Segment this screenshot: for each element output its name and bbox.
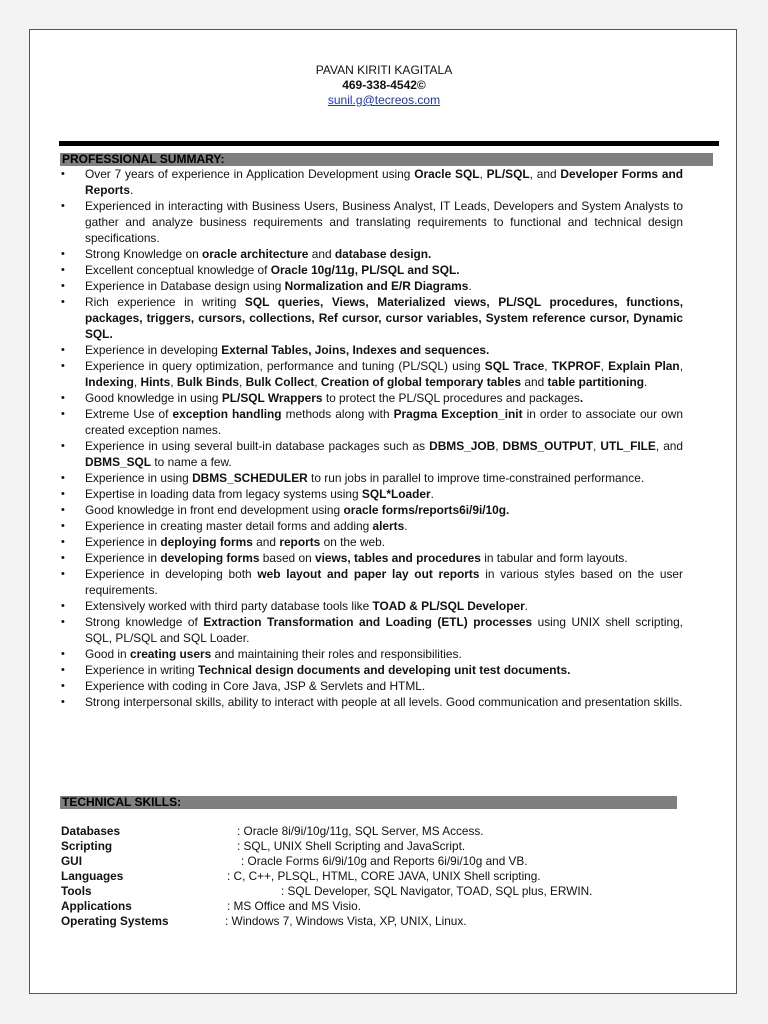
bullet-icon: • (61, 568, 65, 580)
summary-item-text: Experience in (85, 535, 161, 549)
bullet-icon: • (61, 680, 65, 692)
bullet-icon: • (61, 520, 65, 532)
summary-item-bold-text: SQL queries, Views, Materialized views, PL/SQL procedures, functions, packages, triggers, cursors, collections, Ref cursor, cursor variables, System reference cursor, Dynamic SQL. (85, 295, 683, 341)
bullet-icon: • (61, 344, 65, 356)
summary-item-text: Experience in creating master detail forms and adding (85, 519, 373, 533)
summary-item (61, 390, 683, 406)
summary-item-text: , (544, 359, 552, 373)
summary-item-text: Extensively worked with third party database tools like (85, 599, 373, 613)
summary-item-text: , (593, 439, 601, 453)
bullet-icon: • (61, 552, 65, 564)
summary-item-bold-text: Explain Plan (608, 359, 680, 373)
summary-item (61, 646, 683, 662)
summary-item-bold-text: views, tables and procedures (315, 551, 481, 565)
summary-item-text: . (404, 519, 408, 533)
summary-item-bold-text: Oracle 10g/11g, PL/SQL and SQL. (270, 263, 460, 277)
skill-label: Operating Systems (61, 914, 169, 928)
skill-row (61, 839, 681, 854)
summary-item-text: Good knowledge in using (85, 391, 222, 405)
summary-item (61, 534, 683, 550)
summary-item (61, 678, 683, 694)
skill-value: : MS Office and MS Visio. (227, 899, 361, 913)
professional-summary-list (61, 166, 684, 710)
summary-item-text: Experience in Database design using (85, 279, 285, 293)
skill-label: Languages (61, 869, 124, 883)
summary-item-text: and (252, 535, 280, 549)
bullet-icon: • (61, 408, 65, 420)
summary-item-text: Experience in using (85, 471, 193, 485)
skill-value: : Windows 7, Windows Vista, XP, UNIX, Linux. (225, 914, 467, 928)
summary-item-text: Experience in (85, 551, 161, 565)
summary-item-text: to protect the PL/SQL procedures and packages (322, 391, 580, 405)
summary-item-text: on the web. (320, 535, 386, 549)
skill-row (61, 869, 681, 884)
summary-item-text: and (521, 375, 548, 389)
summary-item-bold-text: oracle forms/reports6i/9i/10g. (343, 503, 510, 517)
bullet-icon: • (61, 200, 65, 212)
summary-item-text: , (238, 375, 246, 389)
header-divider (59, 141, 719, 146)
bullet-icon: • (61, 168, 65, 180)
bullet-icon: • (61, 600, 65, 612)
summary-item (61, 246, 683, 262)
summary-item-bold-text: DBMS_OUTPUT (502, 439, 594, 453)
candidate-phone: 469-338-4542© (342, 78, 426, 92)
summary-item-text: and maintaining their roles and responsibilities. (211, 647, 462, 661)
skill-row (61, 854, 681, 869)
summary-item-bold-text: deploying forms (160, 535, 253, 549)
resume-header (0, 63, 768, 108)
skill-value: : Oracle 8i/9i/10g/11g, SQL Server, MS Access. (237, 824, 484, 838)
summary-item-text: Strong interpersonal skills, ability to interact with people at all levels. Good communication and presentation skills. (85, 695, 683, 709)
summary-item-text: , and (529, 167, 561, 181)
summary-item-bold-text: Bulk Binds (176, 375, 239, 389)
summary-item-bold-text: reports (279, 535, 321, 549)
bullet-icon: • (61, 648, 65, 660)
summary-item-text: Extreme Use of (85, 407, 173, 421)
summary-item (61, 438, 684, 470)
summary-item-bold-text: developing forms (160, 551, 260, 565)
summary-item-bold-text: web layout and paper lay out reports (257, 567, 480, 581)
summary-item-text: , (133, 375, 141, 389)
summary-item-bold-text: table partitioning (547, 375, 644, 389)
technical-skills-heading: TECHNICAL SKILLS: (60, 796, 677, 809)
summary-item-text: using UNIX shell scripting, SQL, PL/SQL and SQL Loader. (85, 615, 683, 645)
summary-item-bold-text: Indexing (85, 375, 134, 389)
skill-row (61, 914, 681, 929)
summary-item-bold-text: Hints (140, 375, 171, 389)
bullet-icon: • (61, 696, 65, 708)
technical-skills-table (61, 824, 681, 929)
summary-item-text: , and (655, 439, 684, 453)
summary-item-text: , (479, 167, 487, 181)
summary-item-text: in various styles based on the user requirements. (85, 567, 683, 597)
summary-item (61, 518, 683, 534)
summary-item-text: based on (259, 551, 316, 565)
summary-item-text: Experience in using several built-in database packages such as (85, 439, 430, 453)
bullet-icon: • (61, 248, 65, 260)
skill-row (61, 824, 681, 839)
summary-item-bold-text: External Tables, Joins, Indexes and sequences. (221, 343, 490, 357)
summary-item-text: Good in (85, 647, 130, 661)
summary-item (61, 406, 683, 438)
summary-item (61, 470, 683, 486)
summary-item (61, 550, 683, 566)
summary-item (61, 502, 683, 518)
summary-item-bold-text: oracle architecture (202, 247, 309, 261)
summary-item (61, 486, 683, 502)
candidate-email-link[interactable]: sunil.g@tecreos.com (327, 93, 441, 107)
summary-item-text: . (430, 487, 434, 501)
summary-item-text: . (524, 599, 529, 613)
summary-item-text: , (600, 359, 609, 373)
summary-item-bold-text: Technical design documents and developing unit test documents. (198, 663, 571, 677)
summary-item-bold-text: UTL_FILE (600, 439, 656, 453)
bullet-icon: • (61, 280, 65, 292)
summary-item-text: Experience in developing (85, 343, 222, 357)
summary-item-text: Strong knowledge of (85, 615, 204, 629)
bullet-icon: • (61, 392, 65, 404)
summary-item-bold-text: Bulk Collect (245, 375, 315, 389)
summary-item-bold-text: Pragma Exception_init (393, 407, 523, 421)
summary-item-text: . (129, 183, 134, 197)
bullet-icon: • (61, 616, 65, 628)
summary-item (61, 262, 683, 278)
summary-item (61, 614, 683, 646)
summary-item-text: to name a few. (151, 455, 232, 469)
skill-label: Scripting (61, 839, 113, 853)
summary-item (61, 198, 683, 246)
candidate-name: PAVAN KIRITI KAGITALA (315, 63, 453, 77)
summary-item-text: Expertise in loading data from legacy systems using (85, 487, 362, 501)
summary-item-bold-text: alerts (372, 519, 405, 533)
skill-value: : Oracle Forms 6i/9i/10g and Reports 6i/9i/10g and VB. (241, 854, 528, 868)
summary-item (61, 694, 683, 710)
summary-item (61, 662, 683, 678)
summary-item-text: . (468, 279, 472, 293)
summary-item-bold-text: PL/SQL (486, 167, 530, 181)
skill-label: Applications (61, 899, 132, 913)
summary-item-bold-text: DBMS_JOB (429, 439, 496, 453)
summary-item-bold-text: Normalization and E/R Diagrams (284, 279, 469, 293)
summary-item-text: Experience with coding in Core Java, JSP & Servlets and HTML. (85, 679, 426, 693)
skill-label: Tools (61, 884, 92, 898)
summary-item-bold-text: . (579, 391, 584, 405)
summary-item-bold-text: PL/SQL Wrappers (221, 391, 323, 405)
skill-value: : C, C++, PLSQL, HTML, CORE JAVA, UNIX Shell scripting. (227, 869, 541, 883)
summary-item-text: and (308, 247, 335, 261)
professional-summary-heading: PROFESSIONAL SUMMARY: (60, 153, 713, 166)
summary-item-bold-text: Developer Forms and Reports (85, 167, 684, 197)
summary-item-bold-text: Extraction Transformation and Loading (ETL) processes (203, 615, 533, 629)
summary-item-text: Experience in query optimization, performance and tuning (PL/SQL) using (85, 359, 485, 373)
summary-item-text: Excellent conceptual knowledge of (85, 263, 271, 277)
bullet-icon: • (61, 264, 65, 276)
summary-item-text: methods along with (281, 407, 394, 421)
summary-item-text: Experience in developing both (85, 567, 258, 581)
summary-item-bold-text: DBMS_SCHEDULER (192, 471, 308, 485)
summary-item (61, 278, 683, 294)
summary-item-bold-text: TOAD & PL/SQL Developer (372, 599, 525, 613)
skill-row (61, 884, 681, 899)
summary-item-bold-text: creating users (129, 647, 212, 661)
summary-item-text: Rich experience in writing (85, 295, 245, 309)
summary-item-text: to run jobs in parallel to improve time-constrained performance. (307, 471, 645, 485)
summary-item-text: , (495, 439, 503, 453)
summary-item-text: Good knowledge in front end development using (85, 503, 344, 517)
skill-label: Databases (61, 824, 121, 838)
summary-item-bold-text: database design. (334, 247, 432, 261)
summary-item-bold-text: DBMS_SQL (85, 455, 152, 469)
bullet-icon: • (61, 488, 65, 500)
bullet-icon: • (61, 440, 65, 452)
summary-item-bold-text: TKPROF (551, 359, 601, 373)
skill-label: GUI (61, 854, 82, 868)
bullet-icon: • (61, 504, 65, 516)
summary-item-bold-text: Oracle SQL (414, 167, 480, 181)
skill-row (61, 899, 681, 914)
summary-item-text: in order to associate our own created exception names. (85, 407, 683, 437)
summary-item-bold-text: Creation of global temporary tables (320, 375, 522, 389)
summary-item-text: Over 7 years of experience in Application Development using (85, 167, 415, 181)
summary-item-text: Experienced in interacting with Business Users, Business Analyst, IT Leads, Developers and System Analysts to gather and analyze business requirements and translating requirements to functional and technical design specifications. (85, 199, 683, 245)
summary-item-text: , (170, 375, 177, 389)
summary-item-bold-text: SQL Trace (484, 359, 545, 373)
summary-item-bold-text: exception handling (172, 407, 282, 421)
summary-item (61, 166, 684, 198)
summary-item-text: , (314, 375, 321, 389)
summary-item-text: in tabular and form layouts. (480, 551, 628, 565)
summary-item (61, 342, 683, 358)
summary-item (61, 598, 683, 614)
summary-item-text: . (644, 375, 648, 389)
bullet-icon: • (61, 472, 65, 484)
skill-value: : SQL Developer, SQL Navigator, TOAD, SQL plus, ERWIN. (281, 884, 593, 898)
bullet-icon: • (61, 536, 65, 548)
summary-item-text: , (679, 359, 683, 373)
summary-item (61, 358, 683, 390)
skill-value: : SQL, UNIX Shell Scripting and JavaScript. (237, 839, 466, 853)
summary-item-bold-text: SQL*Loader (361, 487, 431, 501)
summary-item (61, 294, 683, 342)
bullet-icon: • (61, 664, 65, 676)
summary-item-text: Experience in writing (85, 663, 199, 677)
summary-item (61, 566, 683, 598)
bullet-icon: • (61, 296, 65, 308)
bullet-icon: • (61, 360, 65, 372)
summary-item-text: Strong Knowledge on (85, 247, 203, 261)
